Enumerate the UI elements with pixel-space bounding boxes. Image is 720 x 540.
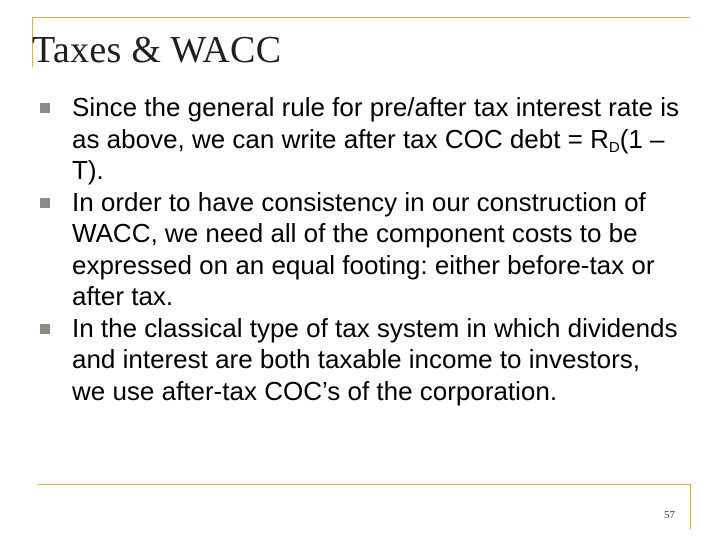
page-number: 57 — [664, 509, 675, 521]
slide-title: Taxes & WACC — [32, 29, 282, 71]
bullet-text — [72, 92, 680, 187]
bullet-item — [40, 187, 680, 313]
square-bullet-icon — [40, 198, 50, 208]
bullet-text-pre: Since the general rule for pre/after tax interest rate is as above, we can write after tax COC debt = R — [72, 92, 679, 154]
top-rule-line — [32, 17, 690, 18]
bullet-item — [40, 92, 680, 187]
bottom-rule-line — [38, 484, 690, 485]
bullet-text-post: (1 – T). — [72, 123, 665, 185]
square-bullet-icon — [40, 324, 50, 334]
bullet-text: In order to have consistency in our construction of WACC, we need all of the component costs to be expressed on an equal footing: either before-tax or after tax. — [72, 186, 655, 311]
bullet-item — [40, 313, 680, 408]
right-rule-line — [690, 484, 691, 529]
bullet-text: In the classical type of tax system in which dividends and interest are both taxable income to investors, we use after-tax COC’s of the corporation. — [72, 312, 678, 406]
bullet-list — [40, 92, 680, 407]
bullet-text-subscript: D — [608, 138, 620, 156]
square-bullet-icon — [40, 103, 50, 113]
